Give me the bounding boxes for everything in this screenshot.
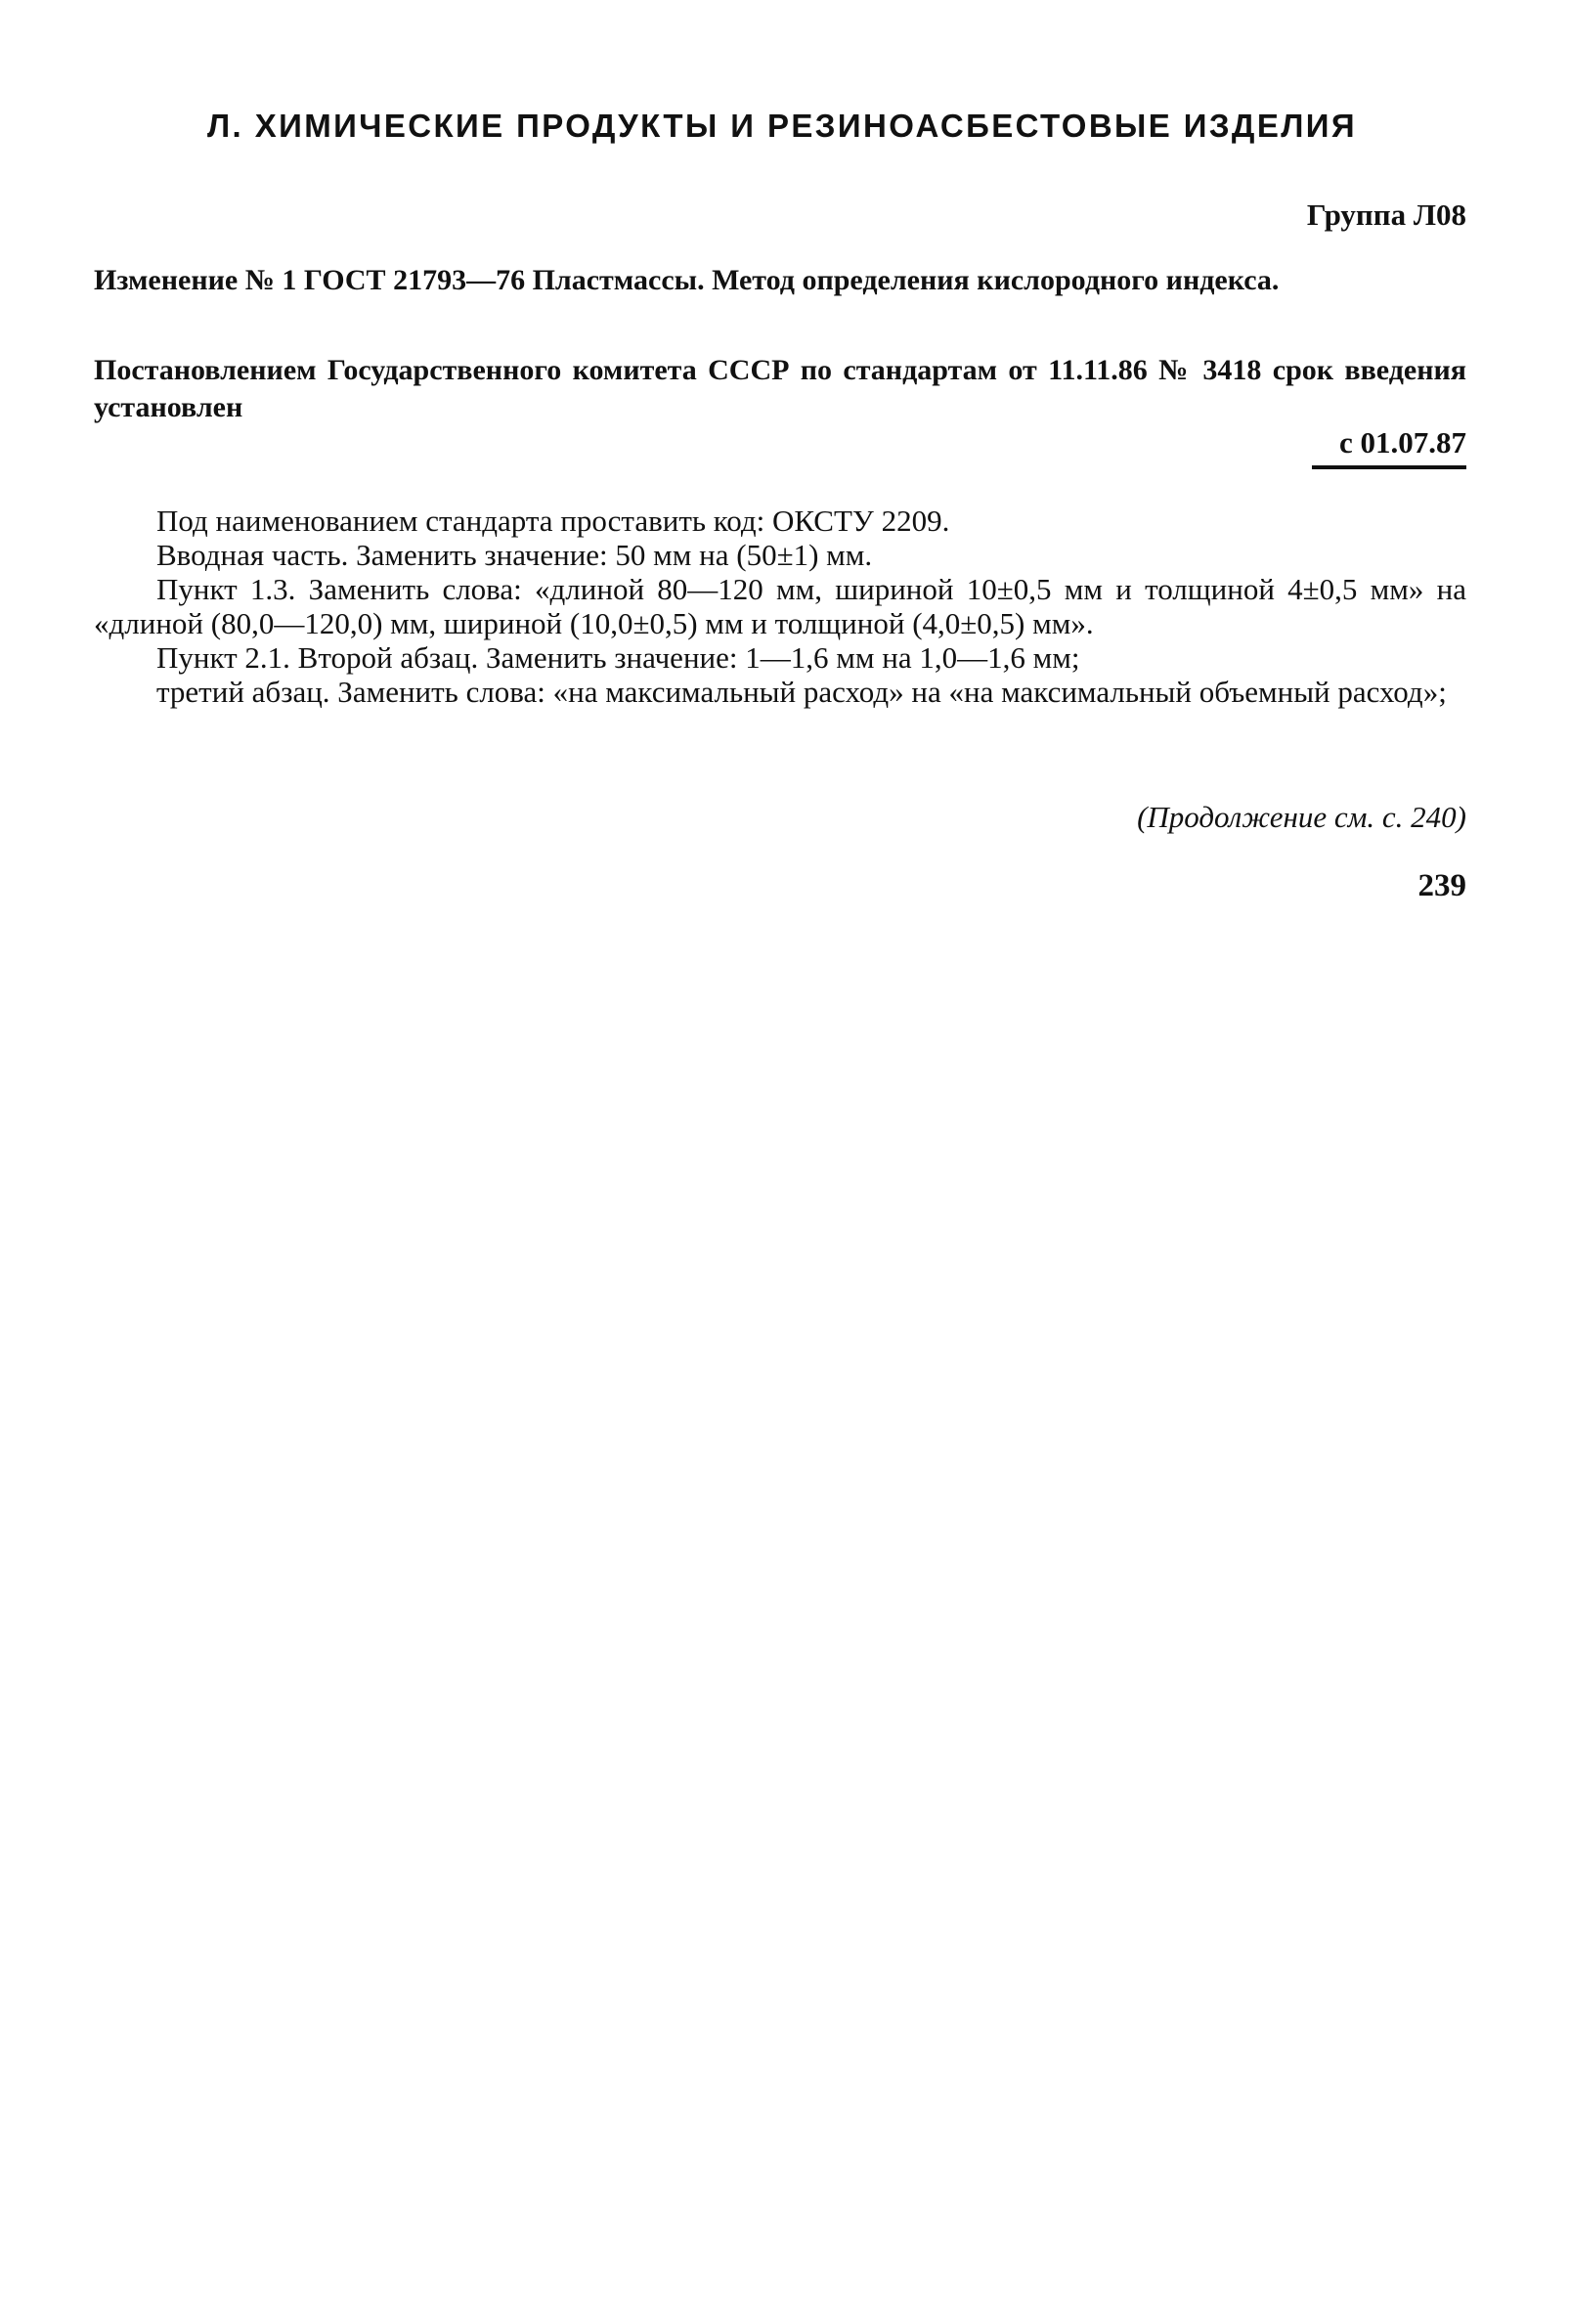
amendment-body <box>94 504 1466 709</box>
paragraph: Пункт 2.1. Второй абзац. Заменить значение: 1—1,6 мм на 1,0—1,6 мм; <box>156 640 1080 675</box>
effective-date-underline <box>1312 465 1466 469</box>
decree-text: Постановлением Государственного комитета СССР по стандартам от 11.11.86 № 3418 срок введения установлен <box>94 354 1466 423</box>
paragraph: Под наименованием стандарта проставить код: ОКСТУ 2209. <box>156 504 950 538</box>
paragraph: Пункт 1.3. Заменить слова: «длиной 80—120 мм, шириной 10±0,5 мм и толщиной 4±0,5 мм» на «длиной (80,0—120,0) мм, шириной (10,0±0,5) мм и толщиной (4,0±0,5) мм». <box>94 572 1466 640</box>
document-page <box>94 0 1466 2324</box>
paragraph: Вводная часть. Заменить значение: 50 мм на (50±1) мм. <box>156 538 873 572</box>
effective-date: с 01.07.87 <box>1338 425 1466 460</box>
amendment-title: Изменение № 1 ГОСТ 21793—76 Пластмассы. Метод определения кислородного индекса. <box>94 264 1280 296</box>
group-label: Группа Л08 <box>1306 197 1466 232</box>
page-number: 239 <box>1417 868 1466 903</box>
paragraph: третий абзац. Заменить слова: «на максимальный расход» на «на максимальный объемный расход»; <box>156 675 1447 709</box>
continuation-note: (Продолжение см. с. 240) <box>1137 800 1466 834</box>
section-heading: Л. ХИМИЧЕСКИЕ ПРОДУКТЫ И РЕЗИНОАСБЕСТОВЫЕ ИЗДЕЛИЯ <box>207 108 1358 144</box>
